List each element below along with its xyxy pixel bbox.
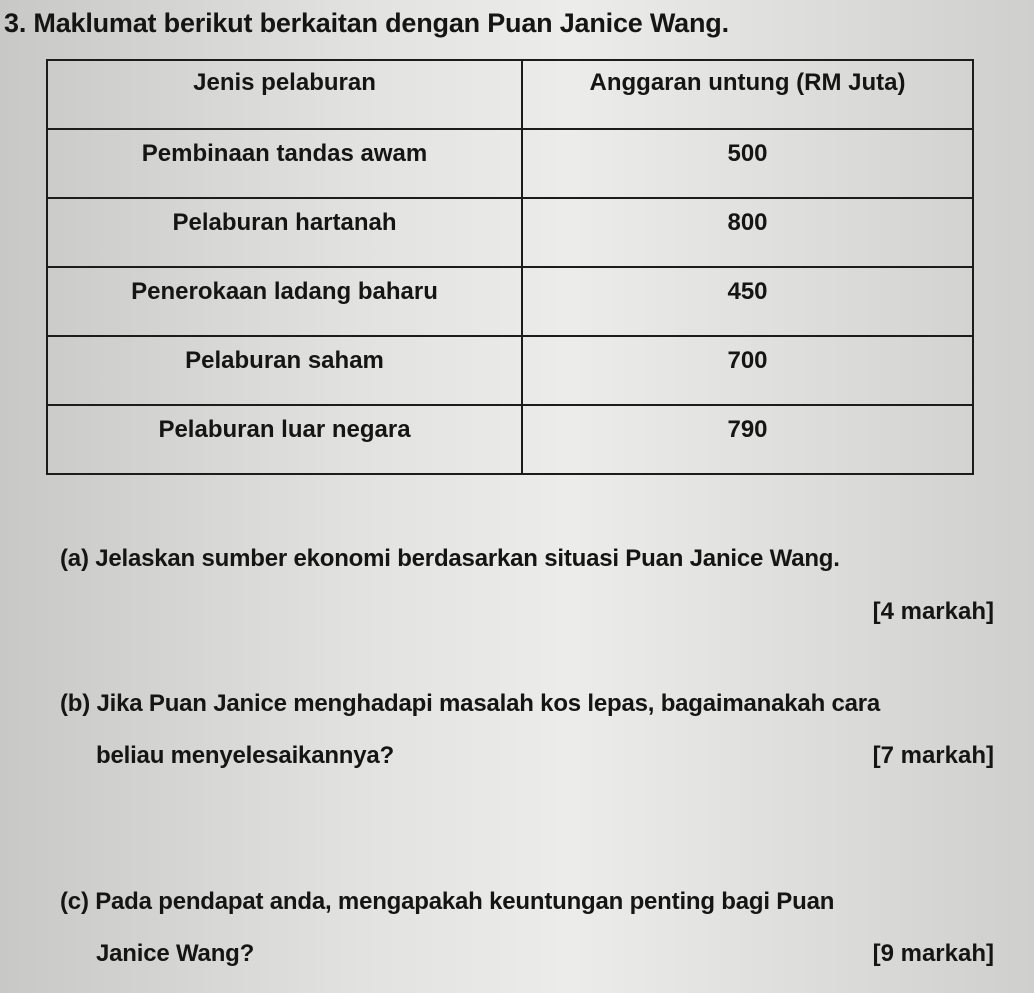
question-title: 3. Maklumat berikut berkaitan dengan Puan Janice Wang. <box>4 8 729 38</box>
table-row <box>47 129 973 198</box>
part-a-marks: [4 markah] <box>872 598 994 625</box>
header-investment-type: Jenis pelaburan <box>47 60 522 129</box>
profit-cell: 800 <box>522 198 973 267</box>
table-header-row <box>47 60 973 129</box>
table-row <box>47 336 973 405</box>
investment-type-cell: Pelaburan luar negara <box>47 405 522 474</box>
investment-type-cell: Pembinaan tandas awam <box>47 129 522 198</box>
profit-cell: 500 <box>522 129 973 198</box>
investment-type-cell: Pelaburan hartanah <box>47 198 522 267</box>
profit-cell: 790 <box>522 405 973 474</box>
part-b-question-line2: beliau menyelesaikannya? <box>96 742 395 769</box>
part-b-question-line1: (b) Jika Puan Janice menghadapi masalah kos lepas, bagaimanakah cara <box>60 690 881 717</box>
investment-type-cell: Penerokaan ladang baharu <box>47 267 522 336</box>
part-b-marks: [7 markah] <box>872 742 994 769</box>
part-c-question-line1: (c) Pada pendapat anda, mengapakah keuntungan penting bagi Puan <box>60 888 835 915</box>
header-estimated-profit: Anggaran untung (RM Juta) <box>522 60 973 129</box>
profit-cell: 700 <box>522 336 973 405</box>
table-row <box>47 405 973 474</box>
profit-cell: 450 <box>522 267 973 336</box>
part-a-question: (a) Jelaskan sumber ekonomi berdasarkan situasi Puan Janice Wang. <box>60 545 840 572</box>
investment-table <box>46 59 974 475</box>
table-row <box>47 198 973 267</box>
investment-type-cell: Pelaburan saham <box>47 336 522 405</box>
table-row <box>47 267 973 336</box>
part-c-question-line2: Janice Wang? <box>96 940 255 967</box>
part-c-marks: [9 markah] <box>872 940 994 967</box>
